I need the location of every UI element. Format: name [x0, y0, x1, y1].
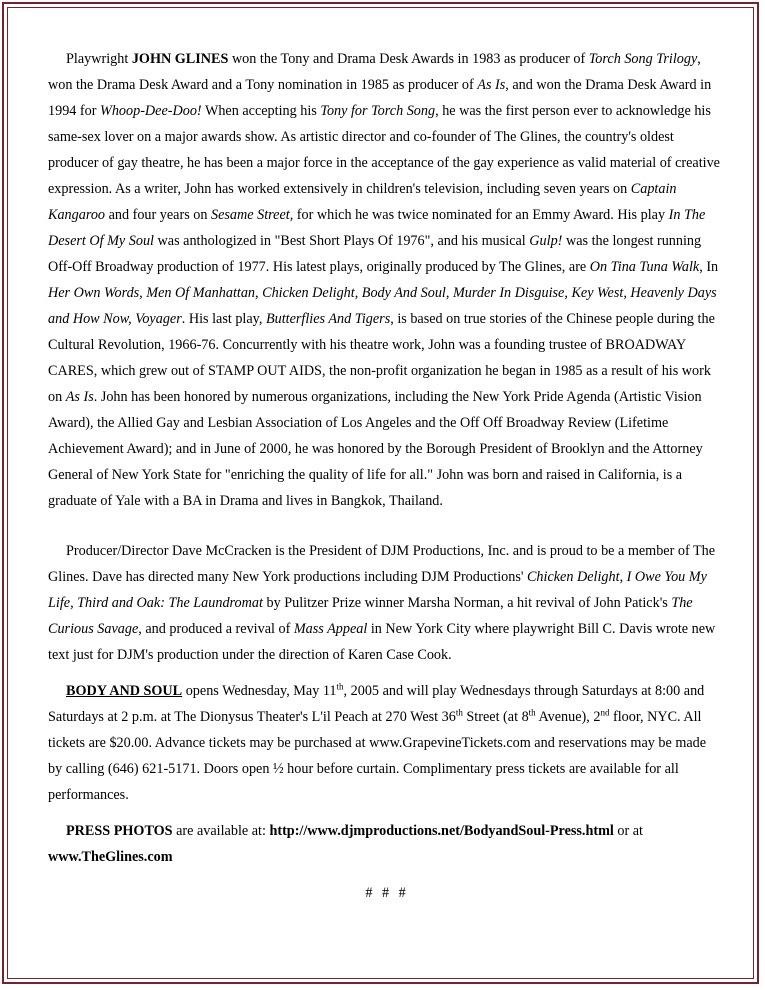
press-photos-paragraph: PRESS PHOTOS are available at: http://www.djmproductions.net/BodyandSoul-Press.html or at www.TheGlines.com — [48, 823, 643, 865]
show-title: BODY AND SOUL — [66, 683, 183, 699]
end-marks: # # # — [365, 885, 406, 901]
glines-website[interactable]: www.TheGlines.com — [48, 849, 173, 865]
show-details-paragraph: BODY AND SOUL opens Wednesday, May 11th, 2005 and will play Wednesdays through Saturdays at 8:00 and Saturdays at 2 p.m. at The Dionysus Theater's L'il Peach at 270 West 36th Street (at 8th Avenue), 2nd floor, NYC. All tickets are $20.00. Advance tickets may be purchased at www.GrapevineTickets.com and reservations may be made by calling (646) 621-5171. Doors open ½ hour before curtain. Complimentary press tickets are available for all performances. — [48, 681, 707, 803]
producer-bio-paragraph: Producer/Director Dave McCracken is the President of DJM Productions, Inc. and is proud to be a member of The Glines. Dave has directed many New York productions including DJM Productions' Chicken Delight, I Owe You My Life, Third and Oak: The Laundromat by Pulitzer Prize winner Marsha Norman, a hit revival of John Patick's The Curious Savage, and produced a revival of Mass Appeal in New York City where playwright Bill C. Davis wrote new text just for DJM's production under the direction of Karen Case Cook. — [48, 543, 716, 663]
john-glines-bio-paragraph: Playwright JOHN GLINES won the Tony and Drama Desk Awards in 1983 as producer of Torch Song Trilogy, won the Drama Desk Award and a Tony nomination in 1985 as producer of As Is, and won the Drama Desk Award in 1994 for Whoop-Dee-Doo! When accepting his Tony for Torch Song, he was the first person ever to acknowledge his same-sex lover on a major awards show. As artistic director and co-founder of The Glines, the country's oldest producer of gay theatre, he has been a major force in the acceptance of the gay experience as valid material of creative expression. As a writer, John has worked extensively in children's television, including seven years on Captain Kangaroo and four years on Sesame Street, for which he was twice nominated for an Emmy Award. His play In The Desert Of My Soul was anthologized in "Best Short Plays Of 1976", and his musical Gulp! was the longest running Off-Off Broadway production of 1977. His latest plays, originally produced by The Glines, are On Tina Tuna Walk, In Her Own Words, Men Of Manhattan, Chicken Delight, Body And Soul, Murder In Disguise, Key West, Heavenly Days and How Now, Voyager. His last play, Butterflies And Tigers, is based on true stories of the Chinese people during the Cultural Revolution, 1966-76. Concurrently with his theatre work, John was a founding trustee of BROADWAY CARES, which grew out of STAMP OUT AIDS, the non-profit organization he began in 1985 as a result of his work on As Is. John has been honored by numerous organizations, including the New York Pride Agenda (Artistic Vision Award), the Allied Gay and Lesbian Association of Los Angeles and the Off Off Broadway Review (Lifetime Achievement Award); and in June of 2000, he was honored by the Borough President of Brooklyn and the Attorney General of New York State for "enriching the quality of life for all." John was born and raised in California, is a graduate of Yale with a BA in Drama and lives in Bangkok, Thailand. — [48, 51, 720, 509]
press-photos-url[interactable]: http://www.djmproductions.net/BodyandSoul-Press.html — [269, 823, 614, 839]
document-body — [48, 46, 723, 906]
john-glines-name: JOHN GLINES — [131, 51, 229, 67]
press-photos-label: PRESS PHOTOS — [66, 823, 173, 839]
